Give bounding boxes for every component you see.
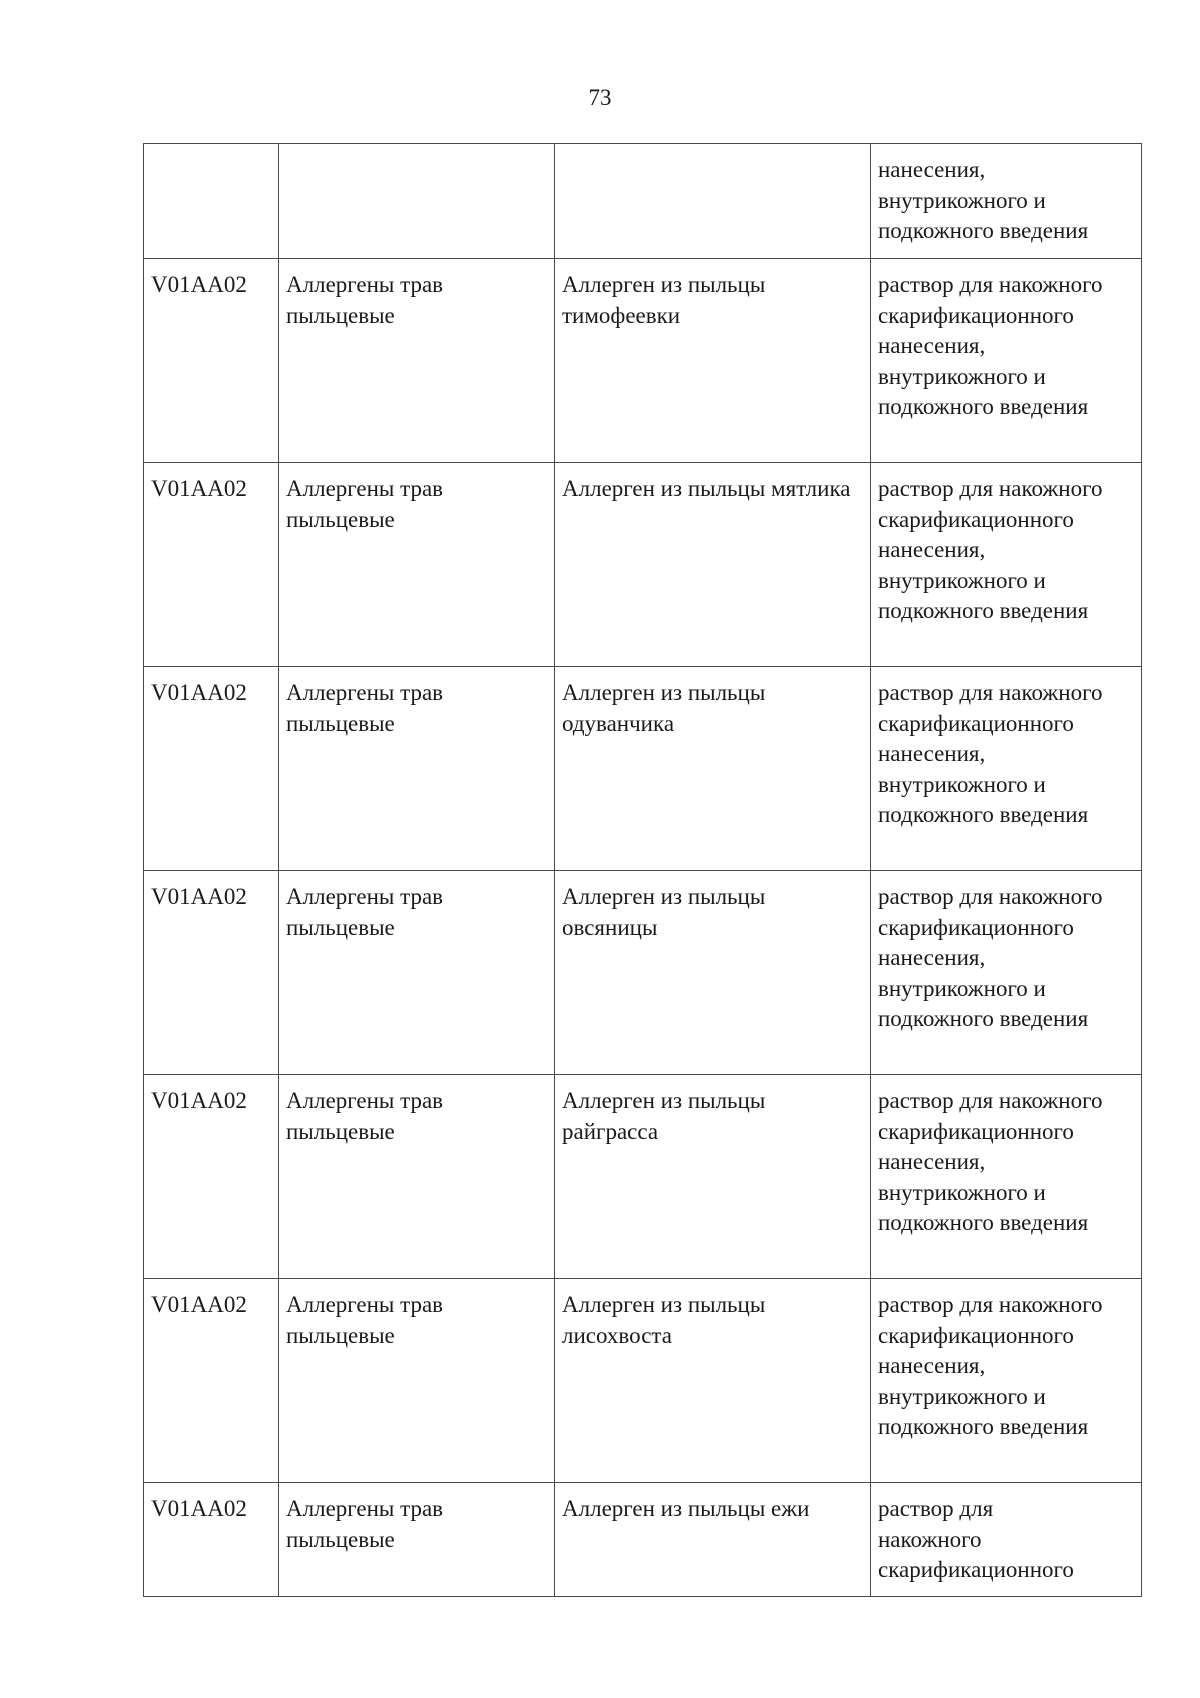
cell-group: Аллергены трав пыльцевые [279,1075,555,1279]
drug-table [143,143,1142,1597]
cell-form: раствор для накожного скарификационного нанесения, внутрикожного и подкожного введения [871,871,1142,1075]
cell-form: раствор для накожного скарификационного нанесения, внутрикожного и подкожного введения [871,259,1142,463]
table-row [144,667,1142,871]
table-row [144,1279,1142,1483]
cell-name: Аллерген из пыльцы мятлика [555,463,871,667]
cell-group: Аллергены трав пыльцевые [279,1483,555,1597]
cell-code: V01AA02 [144,871,279,1075]
table-row [144,259,1142,463]
cell-group: Аллергены трав пыльцевые [279,463,555,667]
cell-form: нанесения, внутрикожного и подкожного введения [871,144,1142,259]
table-row [144,144,1142,259]
cell-name: Аллерген из пыльцы лисохвоста [555,1279,871,1483]
table-row [144,871,1142,1075]
cell-form: раствор для накожного скарификационного нанесения, внутрикожного и подкожного введения [871,1279,1142,1483]
cell-name: Аллерген из пыльцы овсяницы [555,871,871,1075]
table-row [144,1483,1142,1597]
table-row [144,1075,1142,1279]
cell-form: раствор для накожного скарификационного нанесения, внутрикожного и подкожного введения [871,1075,1142,1279]
cell-form: раствор для накожного скарификационного нанесения, внутрикожного и подкожного введения [871,463,1142,667]
cell-group: Аллергены трав пыльцевые [279,1279,555,1483]
cell-code: V01AA02 [144,667,279,871]
cell-code: V01AA02 [144,1483,279,1597]
cell-name: Аллерген из пыльцы райграсса [555,1075,871,1279]
cell-form: раствор для накожного скарификационного [871,1483,1142,1597]
cell-name: Аллерген из пыльцы ежи [555,1483,871,1597]
cell-group: Аллергены трав пыльцевые [279,667,555,871]
cell-code: V01AA02 [144,259,279,463]
cell-form: раствор для накожного скарификационного нанесения, внутрикожного и подкожного введения [871,667,1142,871]
cell-name: Аллерген из пыльцы одуванчика [555,667,871,871]
cell-code: V01AA02 [144,1075,279,1279]
cell-group [279,144,555,259]
cell-code: V01AA02 [144,463,279,667]
cell-name: Аллерген из пыльцы тимофеевки [555,259,871,463]
cell-group: Аллергены трав пыльцевые [279,871,555,1075]
page-number: 73 [588,85,612,110]
cell-code [144,144,279,259]
cell-group: Аллергены трав пыльцевые [279,259,555,463]
cell-name [555,144,871,259]
cell-code: V01AA02 [144,1279,279,1483]
table-row [144,463,1142,667]
